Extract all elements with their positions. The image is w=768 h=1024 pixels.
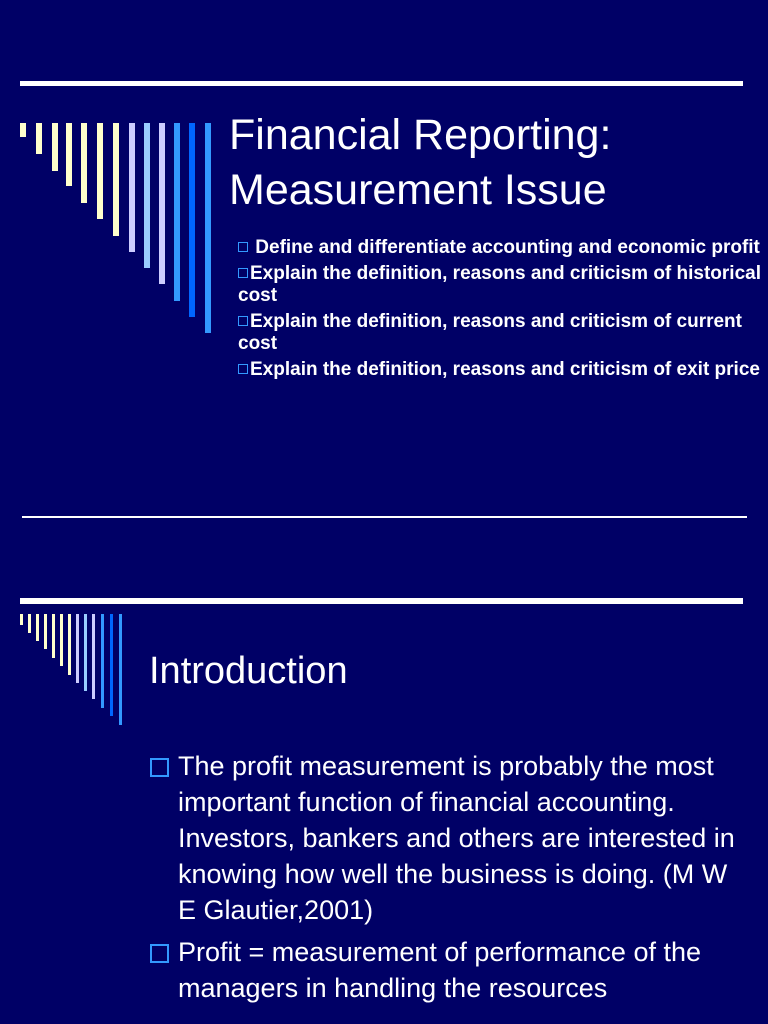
deco-bar [20,123,26,137]
deco-bar [52,614,55,658]
deco-bar [129,123,135,252]
deco-bar [174,123,180,301]
hollow-square-bullet-icon [238,364,248,374]
slide1-title: Financial Reporting: Measurement Issue [229,111,612,214]
hollow-square-bullet-icon [238,316,248,326]
slide1-bullet-text: Explain the definition, reasons and criticism of exit price [250,359,760,380]
slide1-bullet-text: Explain the definition, reasons and criticism of current cost [238,311,742,354]
slide1-bullet-list [238,237,763,385]
hollow-square-bullet-icon [150,944,169,963]
deco-bar [159,123,165,284]
deco-bar [36,614,39,641]
deco-bar [97,123,103,219]
slide2-bullet-text: The profit measurement is probably the most important function of financial accounting. Investors, bankers and others are interested in knowing how well the business is doing. (M W E Glautier,2001) [178,751,735,925]
slide1-bullet-text: Define and differentiate accounting and economic profit [250,237,760,258]
deco-bar [110,614,113,716]
slide1-bullet [238,311,763,355]
slide2-bullet [149,748,749,928]
hollow-square-bullet-icon [150,758,169,777]
deco-bar [113,123,119,236]
deco-bar [101,614,104,708]
slide2-bullet-text: Profit = measurement of performance of the managers in handling the resources [178,937,702,1003]
deco-bar [66,123,72,186]
deco-bar [28,614,31,633]
deco-bar [68,614,71,675]
deco-bar [205,123,211,333]
hollow-square-bullet-icon [238,268,248,278]
slide2-bullet [149,934,749,1006]
deco-bar [119,614,122,725]
deco-bar [189,123,195,317]
deco-bar [52,123,58,171]
slide1-bullet [238,263,763,307]
deco-bar [84,614,87,691]
slide2-top-rule [20,598,743,604]
slide-separator [22,516,747,518]
slide1-bullet [238,359,763,381]
deco-bar [92,614,95,699]
slide2-bullet-list [149,748,749,1012]
deco-bar [81,123,87,203]
deco-bar [20,614,23,625]
slide1-bullet [238,237,763,259]
slide1-bullet-text: Explain the definition, reasons and criticism of historical cost [238,263,761,306]
deco-bar [36,123,42,154]
deco-bar [76,614,79,683]
deco-bar [144,123,150,268]
deco-bar [44,614,47,649]
hollow-square-bullet-icon [238,242,248,252]
slide1-top-rule [20,81,743,86]
slide2-title: Introduction [149,650,348,692]
deco-bar [60,614,63,666]
